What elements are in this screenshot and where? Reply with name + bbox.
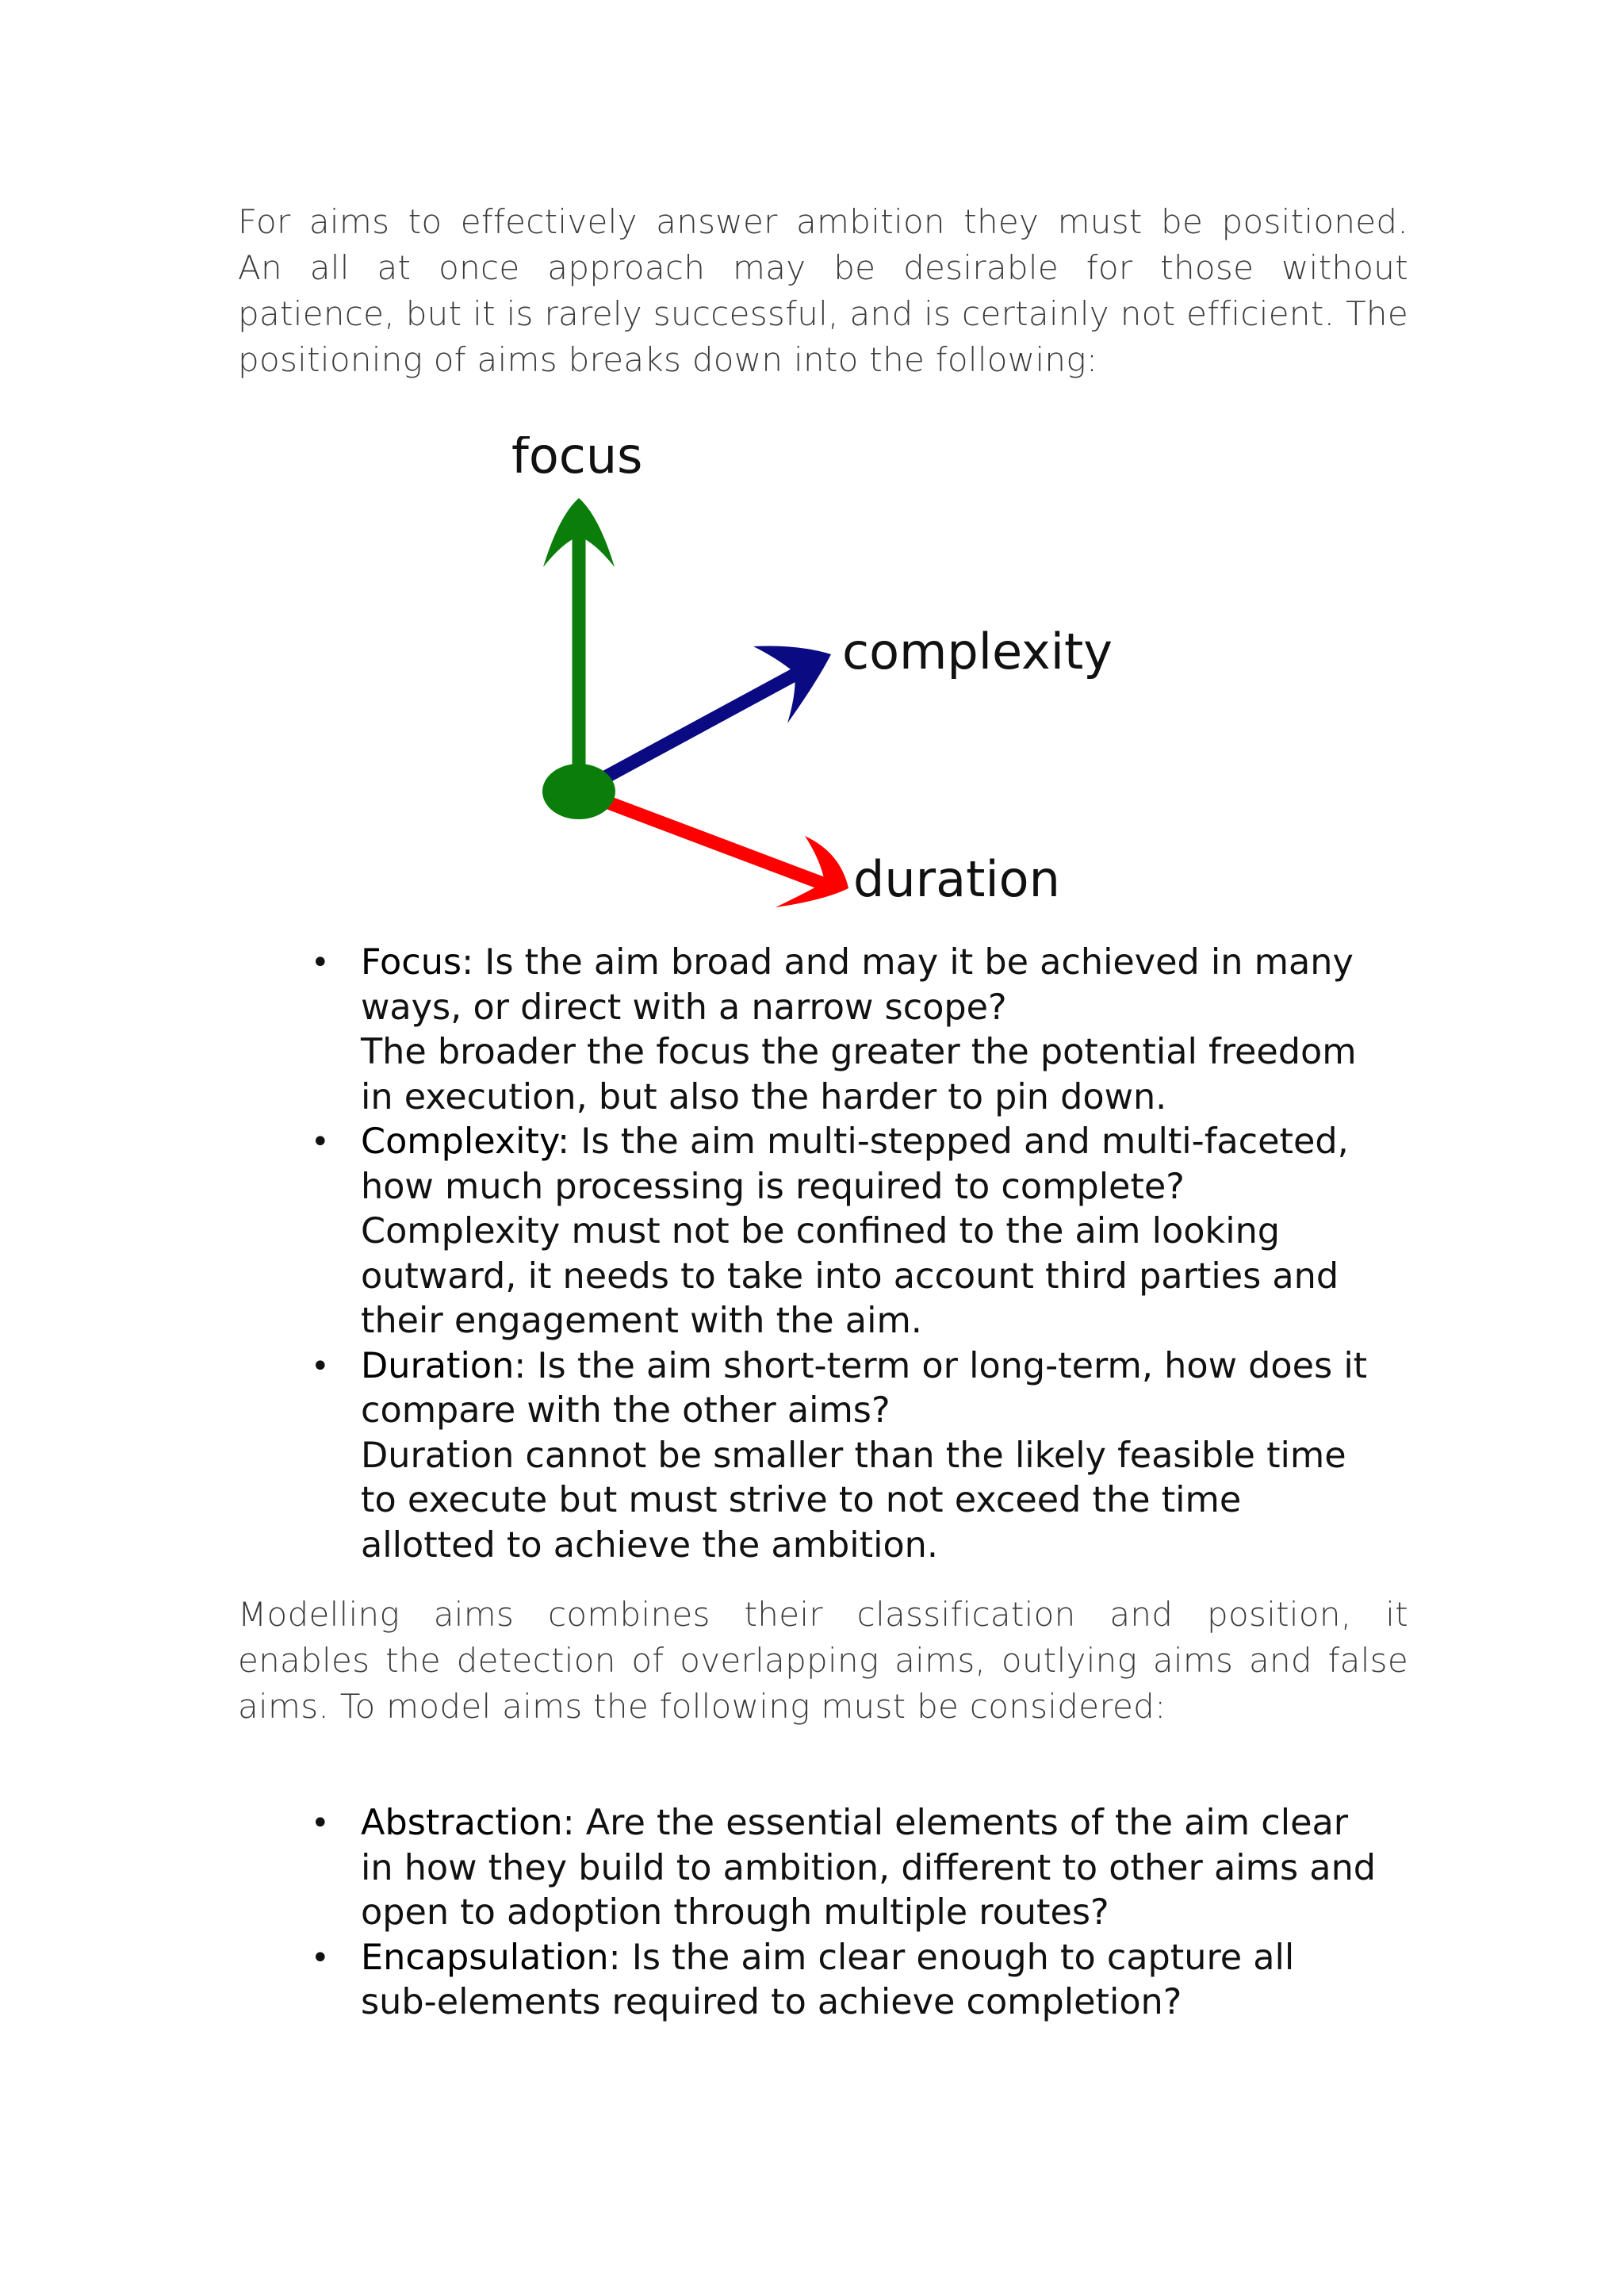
list-item-line: Complexity must not be confined to the aim looking — [361, 1211, 1281, 1251]
list-item-line: to execute but must strive to not exceed the time — [361, 1480, 1242, 1520]
intro-paragraph — [238, 199, 1408, 383]
term-duration: Duration — [361, 1345, 515, 1386]
list-item-line: open to adoption through multiple routes? — [361, 1892, 1109, 1933]
bullet-icon: • — [311, 945, 330, 981]
bullet-icon: • — [311, 1805, 330, 1842]
list-item-line — [361, 1344, 1427, 1389]
modelling-line: enables the detection of overlapping aims, outlying aims and false — [238, 1641, 1408, 1680]
focus-label: focus — [511, 436, 643, 485]
term-focus: Focus — [361, 942, 462, 983]
list-item-line: Duration cannot be smaller than the likely feasible time — [361, 1435, 1346, 1476]
term-complexity: Complexity — [361, 1121, 558, 1162]
term-definition: : Is the aim short-term or long-term, how does it — [514, 1345, 1368, 1386]
list-item-line: allotted to achieve the ambition. — [361, 1524, 939, 1566]
list-item-focus — [238, 941, 1427, 1120]
duration-arrow — [579, 792, 848, 907]
list-item-line: their engagement with the aim. — [361, 1301, 922, 1341]
list-item-line: how much processing is required to complete? — [361, 1166, 1185, 1207]
focus-arrow — [543, 498, 615, 792]
duration-label: duration — [853, 850, 1060, 908]
intro-line: positioning of aims breaks down into the following: — [238, 340, 1098, 379]
list-item-line: sub-elements required to achieve completion? — [361, 1982, 1182, 2022]
list-item-line: in execution, but also the harder to pin down. — [361, 1076, 1167, 1117]
term-encapsulation: Encapsulation — [361, 1937, 609, 1978]
list-item-line: outward, it needs to take into account third parties and — [361, 1255, 1339, 1297]
aim-position-diagram — [492, 436, 1142, 928]
modelling-line: Modelling aims combines their classification and position, it — [238, 1595, 1408, 1634]
list-item-line: compare with the other aims? — [361, 1390, 891, 1431]
intro-line: patience, but it is rarely successful, and is certainly not efficient. The — [238, 294, 1408, 333]
term-definition: : Is the aim clear enough to capture all — [608, 1937, 1295, 1978]
complexity-arrow — [579, 646, 831, 792]
list-item-encapsulation — [238, 1936, 1427, 2026]
list-item-line — [361, 1120, 1427, 1165]
list-item-abstraction — [238, 1801, 1427, 1936]
complexity-label: complexity — [842, 623, 1113, 680]
list-item-line: ways, or direct with a narrow scope? — [361, 987, 1007, 1028]
list-item-duration — [238, 1344, 1427, 1569]
bullet-icon: • — [311, 1124, 330, 1160]
term-abstraction: Abstraction — [361, 1803, 563, 1843]
list-item-line — [361, 941, 1427, 986]
list-item-line: in how they build to ambition, different to other aims and — [361, 1847, 1377, 1888]
modelling-line: aims. To model aims the following must be considered: — [238, 1687, 1166, 1726]
intro-line: For aims to effectively answer ambition they must be positioned. — [238, 202, 1408, 241]
bullet-icon: • — [311, 1939, 330, 1976]
bullet-icon: • — [311, 1347, 330, 1385]
term-definition: : Are the essential elements of the aim clear — [562, 1803, 1349, 1843]
position-list — [238, 941, 1427, 1568]
origin-dot — [542, 764, 615, 819]
intro-line: An all at once approach may be desirable for those without — [238, 248, 1408, 287]
list-item-complexity — [238, 1120, 1427, 1344]
modelling-paragraph — [238, 1592, 1408, 1730]
list-item-line — [361, 1801, 1427, 1846]
model-list — [238, 1801, 1427, 2026]
list-item-line — [361, 1936, 1427, 1981]
list-item-line: The broader the focus the greater the potential freedom — [361, 1032, 1357, 1072]
term-definition: : Is the aim multi-stepped and multi-faceted, — [557, 1121, 1349, 1162]
term-definition: : Is the aim broad and may it be achieved in many — [462, 942, 1354, 983]
